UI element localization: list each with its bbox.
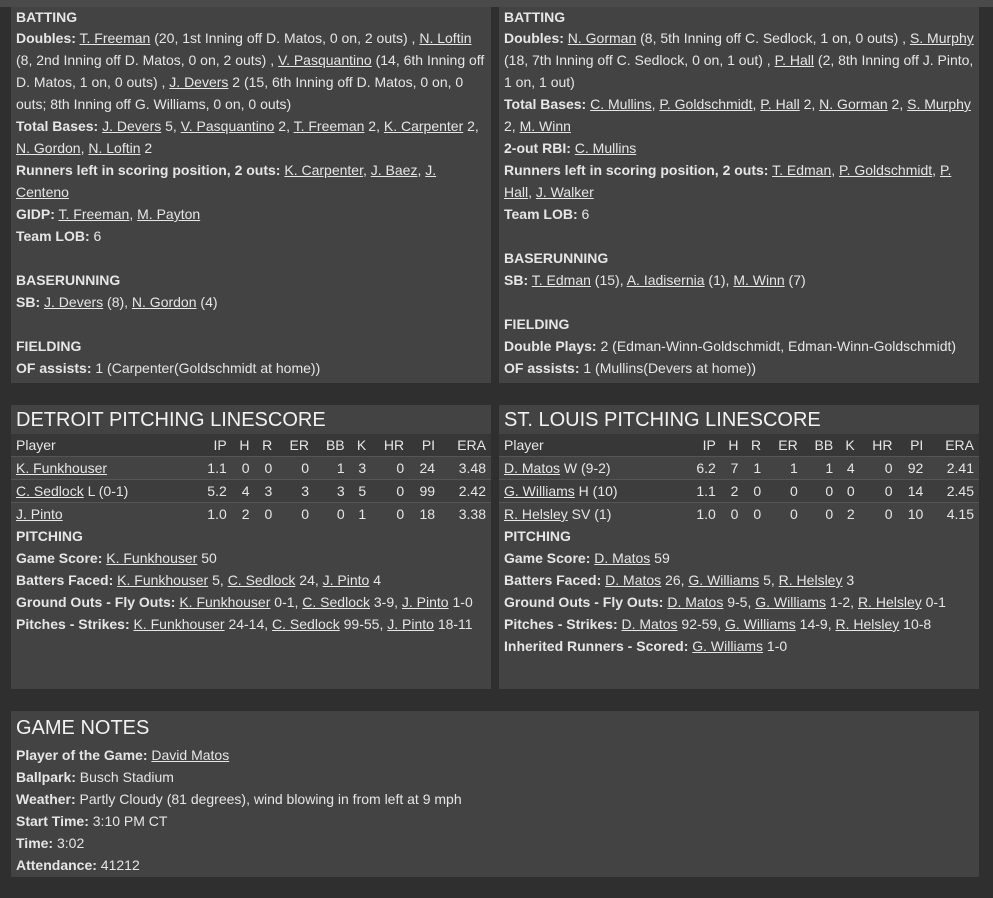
player-link-list (179, 594, 472, 610)
stat-detail: 0-1, (270, 594, 303, 610)
stat-cell-pi: 99 (419, 483, 436, 499)
stat-cell-era: 4.15 (946, 506, 974, 522)
stat-cell-er: 0 (301, 460, 309, 476)
player-cell (11, 457, 195, 480)
decision-note: L (0-1) (83, 483, 129, 499)
player-link[interactable]: K. Carpenter (383, 118, 464, 134)
stat-detail: 24-14, (224, 616, 273, 632)
two-out-rbi-line: 2-out RBI: C. Mullins (504, 140, 637, 156)
stat-detail: 2 (140, 140, 153, 156)
player-link[interactable]: M. Winn (519, 118, 571, 134)
stat-detail: (18, 7th Inning off C. Sedlock, 0 on, 1 out) , (504, 52, 775, 68)
stat-cell-er: 0 (301, 506, 309, 522)
batting-section-title: BATTING (504, 9, 566, 25)
player-link[interactable]: J. Devers (44, 294, 104, 310)
table-row (499, 480, 979, 503)
player-link[interactable]: N. Gordon (16, 140, 81, 156)
stat-cell-r: 1 (753, 460, 762, 476)
player-link-list (622, 616, 932, 632)
player-link[interactable]: S. Murphy (909, 30, 974, 46)
stat-cell-hr: 0 (884, 460, 893, 476)
gidp-line: GIDP: T. Freeman, M. Payton (16, 206, 201, 222)
top-scroll-edge (0, 0, 993, 7)
total-bases-line: Total Bases: C. Mullins, P. Goldschmidt, P. Hall 2, N. Gorman 2, S. Murphy 2, M. Winn (504, 96, 971, 134)
player-link[interactable]: A. Iadisernia (626, 272, 705, 288)
stat-detail: (15), (590, 272, 627, 288)
stat-detail: 92-59, (677, 616, 725, 632)
team-lob-line: Team LOB: 6 (504, 206, 590, 222)
stat-detail: 2, (463, 118, 479, 134)
player-link[interactable]: D. Matos (621, 616, 678, 632)
stat-cell-ip: 1.1 (207, 460, 227, 476)
stat-detail: 24, (295, 572, 323, 588)
player-link[interactable]: V. Pasquantino (180, 118, 275, 134)
player-link[interactable]: C. Sedlock (272, 616, 340, 632)
column-header: Player (504, 437, 544, 453)
player-link[interactable]: T. Edman (772, 162, 832, 178)
stat-detail: 2, (799, 96, 820, 112)
pitching-linescore-table (11, 434, 491, 525)
stat-cell-er: 0 (789, 506, 798, 522)
player-link[interactable]: K. Funkhouser (16, 460, 108, 476)
player-link[interactable]: R. Helsley (778, 572, 843, 588)
stat-detail: , (417, 162, 426, 178)
player-link[interactable]: K. Funkhouser (106, 550, 198, 566)
player-link[interactable]: C. Sedlock (16, 483, 84, 499)
inherited-runners-line: Inherited Runners - Scored: G. Williams 1-0 (504, 638, 788, 654)
stat-detail: 2 (15, 6th Inning off D. Matos, 0 on, 0 outs; 8th Inning off G. Williams, 0 on, 0 outs) (16, 74, 464, 112)
column-header: K (356, 437, 367, 453)
player-link[interactable]: K. Funkhouser (133, 616, 225, 632)
player-link[interactable]: P. Hall (760, 96, 800, 112)
stat-cell-hr: 0 (396, 460, 405, 476)
stat-cell-bb: 0 (825, 483, 834, 499)
stat-detail: , (362, 162, 371, 178)
stat-cell-er: 0 (789, 483, 798, 499)
ballpark-line: Ballpark: Busch Stadium (16, 769, 174, 785)
of-assists-line: OF assists: 1 (Carpenter(Goldschmidt at home)) (16, 360, 321, 376)
doubles-line: Doubles: N. Gorman (8, 5th Inning off C. Sedlock, 1 on, 0 outs) , S. Murphy (18, 7th Inning off C. Sedlock, 0 on, 1 out) , P. Hall (2, 8th Inning off J. Pinto, 1 on, 1 out) (504, 30, 974, 90)
player-link[interactable]: R. Helsley (835, 616, 900, 632)
pitches-strikes-line: Pitches - Strikes: D. Matos 92-59, G. Williams 14-9, R. Helsley 10-8 (504, 616, 932, 632)
stat-detail: (1), (704, 272, 734, 288)
panel-title: ST. LOUIS PITCHING LINESCORE (504, 409, 821, 431)
player-link-list (605, 572, 854, 588)
stat-detail: 2, (887, 96, 908, 112)
stat-cell-pi: 10 (907, 506, 924, 522)
stat-detail: , (129, 206, 138, 222)
stat-cell-era: 2.45 (946, 483, 974, 499)
baserunning-section-title: BASERUNNING (16, 272, 121, 288)
stat-cell-r: 0 (264, 460, 273, 476)
column-header: H (728, 437, 739, 453)
player-link-list (117, 572, 381, 588)
stat-detail: 3 (842, 572, 855, 588)
table-row (11, 503, 491, 526)
player-link[interactable]: J. Devers (102, 118, 162, 134)
game-notes-panel (11, 711, 979, 877)
player-link[interactable]: D. Matos (594, 550, 651, 566)
column-header: PI (910, 437, 924, 453)
stat-detail: 1-0 (448, 594, 473, 610)
stat-detail: 50 (197, 550, 217, 566)
stat-cell-hr: 0 (396, 483, 405, 499)
stat-detail: 1-2, (826, 594, 858, 610)
stat-cell-h: 0 (241, 460, 250, 476)
stat-detail: , (80, 140, 89, 156)
stat-cell-ip: 1.0 (696, 506, 716, 522)
baserunning-section-title: BASERUNNING (504, 250, 609, 266)
stat-detail: 26, (661, 572, 689, 588)
pitching-notes: PITCHING Game Score: K. Funkhouser 50 Batters Faced: K. Funkhouser 5, C. Sedlock 24, J. Pinto 4 Ground Outs - Fly Outs: K. Funkhouser 0-1, C. Sedlock 3-9, J. Pinto 1-0 Pitches - Strikes: K. Funkhouser 24-14, C. Sedlock 99-55, J. Pinto 18-11 (11, 525, 491, 635)
table-row (11, 480, 491, 503)
risp-line: Runners left in scoring position, 2 outs: T. Edman, P. Goldschmidt, P. Hall, J. Walker (504, 162, 952, 200)
player-link[interactable]: N. Gordon (131, 294, 197, 310)
stat-cell-era: 2.41 (946, 460, 974, 476)
stat-cell-pi: 92 (907, 460, 924, 476)
column-header: PI (421, 437, 436, 453)
total-bases-line: Total Bases: J. Devers 5, V. Pasquantino 2, T. Freeman 2, K. Carpenter 2, N. Gordon, N. Loftin 2 (16, 118, 479, 156)
batters-faced-line: Batters Faced: K. Funkhouser 5, C. Sedlock 24, J. Pinto 4 (16, 572, 382, 588)
player-link[interactable]: P. Goldschmidt (659, 96, 753, 112)
stat-detail: 59 (650, 550, 670, 566)
stat-detail: , (831, 162, 840, 178)
column-header: ERA (945, 437, 974, 453)
stat-cell-k: 0 (846, 483, 855, 499)
stat-detail: 2, (364, 118, 384, 134)
batters-faced-line: Batters Faced: D. Matos 26, G. Williams 5, R. Helsley 3 (504, 572, 855, 588)
player-link-list (692, 638, 787, 654)
column-header: HR (872, 437, 893, 453)
stat-cell-hr: 0 (396, 506, 405, 522)
player-of-game-link[interactable]: David Matos (151, 747, 230, 763)
stat-cell-k: 4 (846, 460, 855, 476)
player-link-list (134, 616, 473, 632)
player-link[interactable]: N. Loftin (88, 140, 141, 156)
player-link[interactable]: T. Freeman (293, 118, 365, 134)
player-link[interactable]: G. Williams (755, 594, 827, 610)
player-link[interactable]: T. Edman (531, 272, 591, 288)
player-link-list (532, 272, 806, 288)
stlouis-batting-notes (499, 7, 979, 383)
stat-cell-k: 2 (846, 506, 855, 522)
stat-cell-h: 2 (241, 506, 250, 522)
fielding-section-title: FIELDING (16, 338, 82, 354)
stat-cell-ip: 5.2 (207, 483, 227, 499)
column-header: K (845, 437, 855, 453)
decision-note: SV (1) (567, 506, 612, 522)
player-link[interactable]: J. Baez (370, 162, 418, 178)
stat-detail: , (932, 162, 940, 178)
player-link-list (594, 550, 669, 566)
game-score-line: Game Score: K. Funkhouser 50 (16, 550, 217, 566)
weather-line: Weather: Partly Cloudy (81 degrees), wind blowing in from left at 9 mph (16, 791, 462, 807)
table-row (499, 503, 979, 526)
double-plays-line: Double Plays: 2 (Edman-Winn-Goldschmidt, Edman-Winn-Goldschmidt) (504, 338, 957, 354)
column-header: Player (16, 437, 56, 453)
groundouts-flyouts-line: Ground Outs - Fly Outs: K. Funkhouser 0-1, C. Sedlock 3-9, J. Pinto 1-0 (16, 594, 473, 610)
detroit-batting-notes (11, 7, 491, 383)
column-header: ER (778, 437, 798, 453)
stat-cell-h: 0 (730, 506, 739, 522)
stat-detail: 5, (161, 118, 181, 134)
stat-cell-r: 0 (264, 506, 273, 522)
stat-cell-pi: 24 (419, 460, 436, 476)
player-cell (499, 480, 684, 503)
pitches-strikes-line: Pitches - Strikes: K. Funkhouser 24-14, C. Sedlock 99-55, J. Pinto 18-11 (16, 616, 473, 632)
stat-cell-ip: 1.0 (207, 506, 227, 522)
column-header: R (262, 437, 273, 453)
stat-cell-r: 0 (753, 483, 762, 499)
player-link-list (44, 294, 218, 310)
stat-cell-hr: 0 (884, 483, 893, 499)
stat-detail: (4) (196, 294, 218, 310)
stat-detail: 4 (369, 572, 382, 588)
stat-detail: (8, 2nd Inning off D. Matos, 0 on, 2 outs) , (16, 52, 279, 68)
column-header: ERA (457, 437, 486, 453)
fielding-section-title: FIELDING (504, 316, 570, 332)
detroit-pitching-panel (11, 405, 491, 689)
stat-detail: 14-9, (795, 616, 836, 632)
game-score-line: Game Score: D. Matos 59 (504, 550, 670, 566)
stat-cell-pi: 14 (907, 483, 924, 499)
attendance-line: Attendance: 41212 (16, 857, 140, 873)
stat-detail: 18-11 (433, 616, 473, 632)
stat-cell-ip: 1.1 (696, 483, 716, 499)
stat-detail: 1-0 (763, 638, 788, 654)
stat-cell-er: 3 (301, 483, 309, 499)
stat-cell-bb: 1 (336, 460, 345, 476)
player-link[interactable]: P. Hall (504, 162, 952, 200)
stat-detail: , (752, 96, 761, 112)
stat-detail: (8, 5th Inning off C. Sedlock, 1 on, 0 outs) , (636, 30, 910, 46)
stat-cell-hr: 0 (884, 506, 893, 522)
player-link[interactable]: K. Funkhouser (179, 594, 271, 610)
stat-detail: (14, 6th Inning off D. Matos, 1 on, 0 outs) , (16, 52, 485, 90)
player-link-list (504, 30, 974, 90)
time-line: Time: 3:02 (16, 835, 85, 851)
start-time-line: Start Time: 3:10 PM CT (16, 813, 168, 829)
risp-line: Runners left in scoring position, 2 outs: K. Carpenter, J. Baez, J. Centeno (16, 162, 437, 200)
stat-cell-pi: 18 (419, 506, 436, 522)
stat-cell-r: 0 (753, 506, 762, 522)
player-link[interactable]: M. Winn (733, 272, 785, 288)
player-link[interactable]: C. Sedlock (227, 572, 296, 588)
stat-cell-era: 3.48 (458, 460, 486, 476)
stat-detail: 5, (208, 572, 228, 588)
player-link[interactable]: J. Pinto (401, 594, 449, 610)
stat-cell-bb: 3 (336, 483, 345, 499)
of-assists-line: OF assists: 1 (Mullins(Devers at home)) (504, 360, 757, 376)
stat-cell-k: 3 (358, 460, 367, 476)
player-cell (11, 503, 195, 526)
panel-title: DETROIT PITCHING LINESCORE (16, 409, 326, 431)
player-link[interactable]: N. Gorman (819, 96, 888, 112)
player-link[interactable]: N. Gorman (567, 30, 637, 46)
player-link[interactable]: R. Helsley (857, 594, 922, 610)
stat-cell-h: 4 (241, 483, 250, 499)
stat-detail: , (528, 184, 536, 200)
column-header: H (239, 437, 250, 453)
stat-cell-er: 1 (789, 460, 798, 476)
player-link-list (106, 550, 217, 566)
player-link[interactable]: K. Carpenter (284, 162, 363, 178)
stat-cell-bb: 0 (336, 506, 345, 522)
stat-cell-k: 5 (358, 483, 367, 499)
player-link[interactable]: J. Pinto (322, 572, 370, 588)
stat-detail: (20, 1st Inning off D. Matos, 0 on, 2 outs) , (150, 30, 420, 46)
player-link[interactable]: R. Helsley (504, 506, 568, 522)
stat-detail: 2, (504, 118, 520, 134)
player-link[interactable]: T. Freeman (79, 30, 151, 46)
stat-detail: 5, (759, 572, 779, 588)
player-link[interactable]: P. Goldschmidt (839, 162, 933, 178)
player-link[interactable]: J. Centeno (16, 162, 437, 200)
player-link[interactable]: J. Pinto (387, 616, 434, 632)
stat-detail: (7) (784, 272, 806, 288)
sb-line: SB: J. Devers (8), N. Gordon (4) (16, 294, 218, 310)
player-link[interactable]: G. Williams (692, 638, 764, 654)
player-link[interactable]: J. Walker (535, 184, 594, 200)
player-link[interactable]: N. Loftin (419, 30, 472, 46)
column-header: BB (325, 437, 345, 453)
panel-title: GAME NOTES (16, 717, 150, 739)
player-link[interactable]: J. Devers (169, 74, 229, 90)
player-link-list (16, 30, 484, 112)
stat-detail: (2, 8th Inning off J. Pinto, 1 on, 1 out) (504, 52, 974, 90)
player-link[interactable]: D. Matos (605, 572, 662, 588)
stat-cell-era: 2.42 (458, 483, 486, 499)
player-link[interactable]: C. Sedlock (302, 594, 370, 610)
table-row (499, 457, 979, 480)
stat-detail: 0-1 (921, 594, 946, 610)
stat-detail: 3-9, (370, 594, 402, 610)
column-header: ER (289, 437, 309, 453)
decision-note: H (10) (574, 483, 618, 499)
stat-cell-era: 3.38 (458, 506, 486, 522)
player-link[interactable]: D. Matos (667, 594, 724, 610)
team-lob-line: Team LOB: 6 (16, 228, 102, 244)
column-header: R (750, 437, 762, 453)
stat-cell-k: 1 (358, 506, 367, 522)
table-row (11, 457, 491, 480)
player-link-list (59, 206, 201, 222)
stat-cell-h: 2 (730, 483, 739, 499)
column-header: HR (383, 437, 405, 453)
stat-detail: 10-8 (899, 616, 932, 632)
player-link[interactable]: C. Mullins (574, 140, 637, 156)
groundouts-flyouts-line: Ground Outs - Fly Outs: D. Matos 9-5, G. Williams 1-2, R. Helsley 0-1 (504, 594, 946, 610)
player-link[interactable]: G. Williams (504, 483, 575, 499)
stat-cell-ip: 6.2 (696, 460, 716, 476)
column-header: IP (213, 437, 227, 453)
game-notes-list (11, 744, 979, 876)
player-cell (499, 503, 684, 526)
player-cell (11, 480, 195, 503)
stat-cell-r: 3 (264, 483, 273, 499)
stat-detail: 2, (274, 118, 294, 134)
stat-detail: 9-5, (723, 594, 756, 610)
player-link[interactable]: P. Hall (774, 52, 815, 68)
stat-detail: , (651, 96, 660, 112)
pitching-notes: PITCHING Game Score: D. Matos 59 Batters Faced: D. Matos 26, G. Williams 5, R. Helsley 3 Ground Outs - Fly Outs: D. Matos 9-5, G. Williams 1-2, R. Helsley 0-1 Pitches - Strikes: D. Matos 92-59, G. Williams 14-9, R. Helsley 10-8 Inherited Runners - Scored: G. Williams 1-0 (499, 525, 979, 657)
stat-detail: 99-55, (339, 616, 388, 632)
player-link[interactable]: D. Matos (504, 460, 561, 476)
batting-section-title: BATTING (16, 9, 78, 25)
doubles-line: Doubles: T. Freeman (20, 1st Inning off D. Matos, 0 on, 2 outs) , N. Loftin (8, 2nd Inning off D. Matos, 0 on, 2 outs) , V. Pasquantino (14, 6th Inning off D. Matos, 1 on, 0 outs) , J. Devers 2 (15, 6th Inning off D. Matos, 0 on, 0 outs; 8th Inning off G. Williams, 0 on, 0 outs) (16, 30, 485, 112)
stlouis-pitching-panel (499, 405, 979, 689)
stat-cell-bb: 1 (825, 460, 834, 476)
sb-line: SB: T. Edman (15), A. Iadisernia (1), M. Winn (7) (504, 272, 806, 288)
player-link-list (575, 140, 636, 156)
player-link[interactable]: J. Pinto (16, 506, 63, 522)
stat-cell-bb: 0 (825, 506, 834, 522)
player-link-list (667, 594, 946, 610)
player-of-game-line: Player of the Game: David Matos (16, 747, 230, 763)
player-link[interactable]: C. Mullins (590, 96, 652, 112)
player-link[interactable]: T. Freeman (58, 206, 130, 222)
pitching-linescore-table (499, 434, 979, 525)
column-header: BB (814, 437, 834, 453)
player-link[interactable]: M. Payton (137, 206, 201, 222)
column-header: IP (702, 437, 716, 453)
player-link[interactable]: V. Pasquantino (278, 52, 372, 68)
player-link[interactable]: G. Williams (725, 616, 796, 632)
stat-detail: (8), (103, 294, 132, 310)
player-link[interactable]: G. Williams (688, 572, 760, 588)
stat-cell-h: 7 (730, 460, 739, 476)
player-link[interactable]: K. Funkhouser (117, 572, 209, 588)
player-link[interactable]: S. Murphy (907, 96, 971, 112)
decision-note: W (9-2) (560, 460, 611, 476)
player-cell (499, 457, 684, 480)
